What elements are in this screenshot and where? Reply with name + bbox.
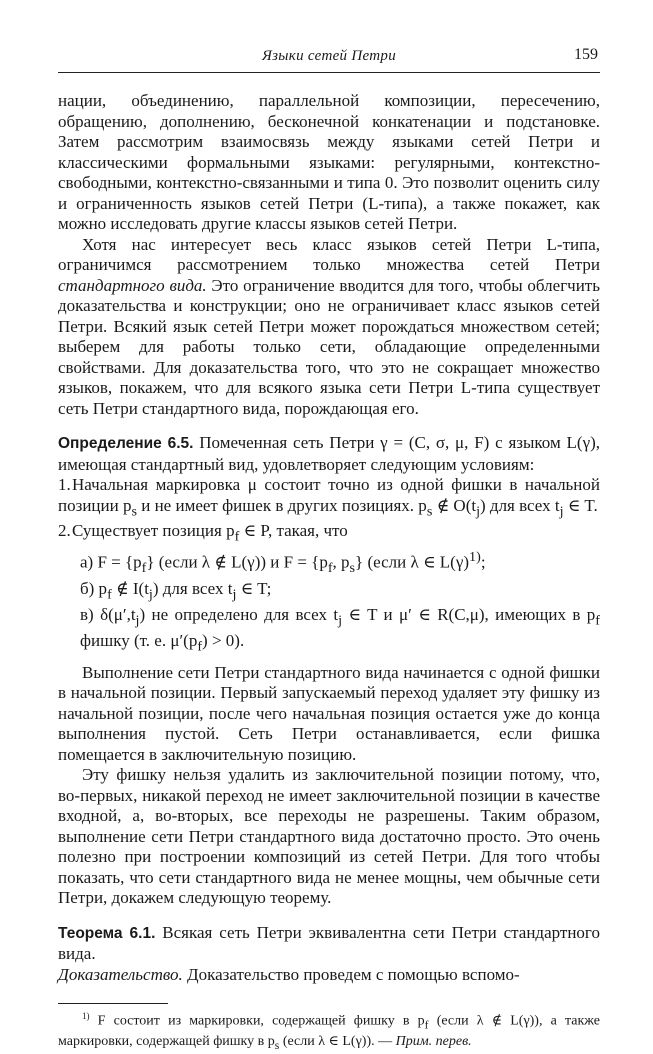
definition-condition-2: 2.Существует позиция $p_f$ ∈ P, такая, что (58, 521, 348, 545)
footnote-mark: 1) (82, 1011, 90, 1021)
condition-2b: б) $p_f$ ∉ $I(t_j)$ для всех $t_j$ ∈ T; (80, 578, 272, 603)
footnote-reference: 1) (469, 549, 481, 566)
definition-condition-1: 1.Начальная маркировка μ состоит точно из одной фишки в начальной позиции $p_s$ и не имеет фишек в других позициях. $p_s$ ∉ $O(t_j)$ для всех $t_j$ ∈ T. (58, 475, 600, 519)
emphasis-standard-form: стандартного вида. (58, 275, 207, 295)
definition-heading: Определение 6.5. (58, 435, 194, 452)
page-header (58, 44, 600, 73)
paragraph-standard-form: Хотя нас интересует весь класс языков сетей Петри L-типа, ограничимся рассмотрением только множества сетей Петри стандартного вида. Это ограничение вводится для того, чтобы облегчить доказательства и конструкции; оно не ограничивает класс языков сетей Петри. Всякий язык сетей Петри может порождаться множеством сетей; выберем для работы только сети, обладающие определенными свойствами. Для доказательства того, что это не сокращает множество языков, покажем, что для всякого языка сети Петри L-типа существует сеть Петри стандартного вида, порождающая его. (58, 234, 600, 418)
footnote-divider (58, 1003, 168, 1004)
proof-heading: Доказательство. (58, 964, 183, 984)
paragraph-intro: нации, объединению, параллельной композиции, пересечению, обращению, дополнению, бесконечной конкатенации и подстановке. Затем рассмотрим взаимосвязь между языками сетей Петри и классическими формальными языками: регулярными, контекстно-свободными, контекстно-связанными и типа 0. Это позволит оценить силу и ограниченность языков сетей Петри (L-типа), а также покажет, как можно исследовать другие классы языков сетей Петри. (58, 91, 600, 233)
paragraph-execution: Выполнение сети Петри стандартного вида начинается с одной фишки в начальной позиции. Первый запускаемый переход удаляет эту фишку из начальной позиции, после чего начальная позиция остается уже до конца выполнения пустой. Сеть Петри останавливается, если фишка помещается в заключительную позицию. (58, 662, 600, 764)
theorem-6-1: Теорема 6.1. Всякая сеть Петри эквивалентна сети Петри стандартного вида. (58, 922, 600, 963)
condition-2c: в) $\delta(\mu',t_j)$ не определено для всех $t_j$ ∈ T и μ′ ∈ R(C,μ), имеющих в $p_f$ фишку (т. е. $\mu'(p_f) > 0$). (80, 604, 600, 654)
condition-2a: а) $F = \{p_f\}$ (если λ ∉ L(γ)) и $F = \{p_f$, $p_s$} (если λ ∈ $L(\gamma)^{1)}$; (80, 549, 486, 577)
paragraph-final-position: Эту фишку нельзя удалить из заключительной позиции потому, что, во-первых, никакой переход не имеет заключительной позиции в качестве входной, а, во-вторых, все переходы не разрешены. Таким образом, выполнение сети Петри стандартного вида достаточно просто. Это очень полезно при построении композиций из сетей Петри. Для того чтобы показать, что сети стандартного вида не менее мощны, чем обычные сети Петри, докажем следующую теорему. (58, 765, 600, 907)
translator-note: Прим. перев. (395, 1034, 472, 1050)
running-title: Языки сетей Петри (261, 48, 397, 64)
book-page (58, 44, 600, 1054)
footnote: $^{1)}$ F состоит из маркировки, содержащей фишку в $p_f$ (если λ ∉ L(γ)), а также маркировки, содержащей фишку в $p_s$ (если λ ∈ L(γ)). — Прим. перев. (58, 1011, 601, 1053)
proof: Доказательство. Доказательство проведем с помощью вспомо- (58, 964, 520, 984)
theorem-heading: Теорема 6.1. (58, 924, 156, 942)
definition-6-5: Определение 6.5. Помеченная сеть Петри γ = (C, σ, μ, F) с языком L(γ), имеющая стандартный вид, удовлетворяет следующим условиям: (58, 433, 600, 474)
page-number: 159 (574, 46, 598, 63)
